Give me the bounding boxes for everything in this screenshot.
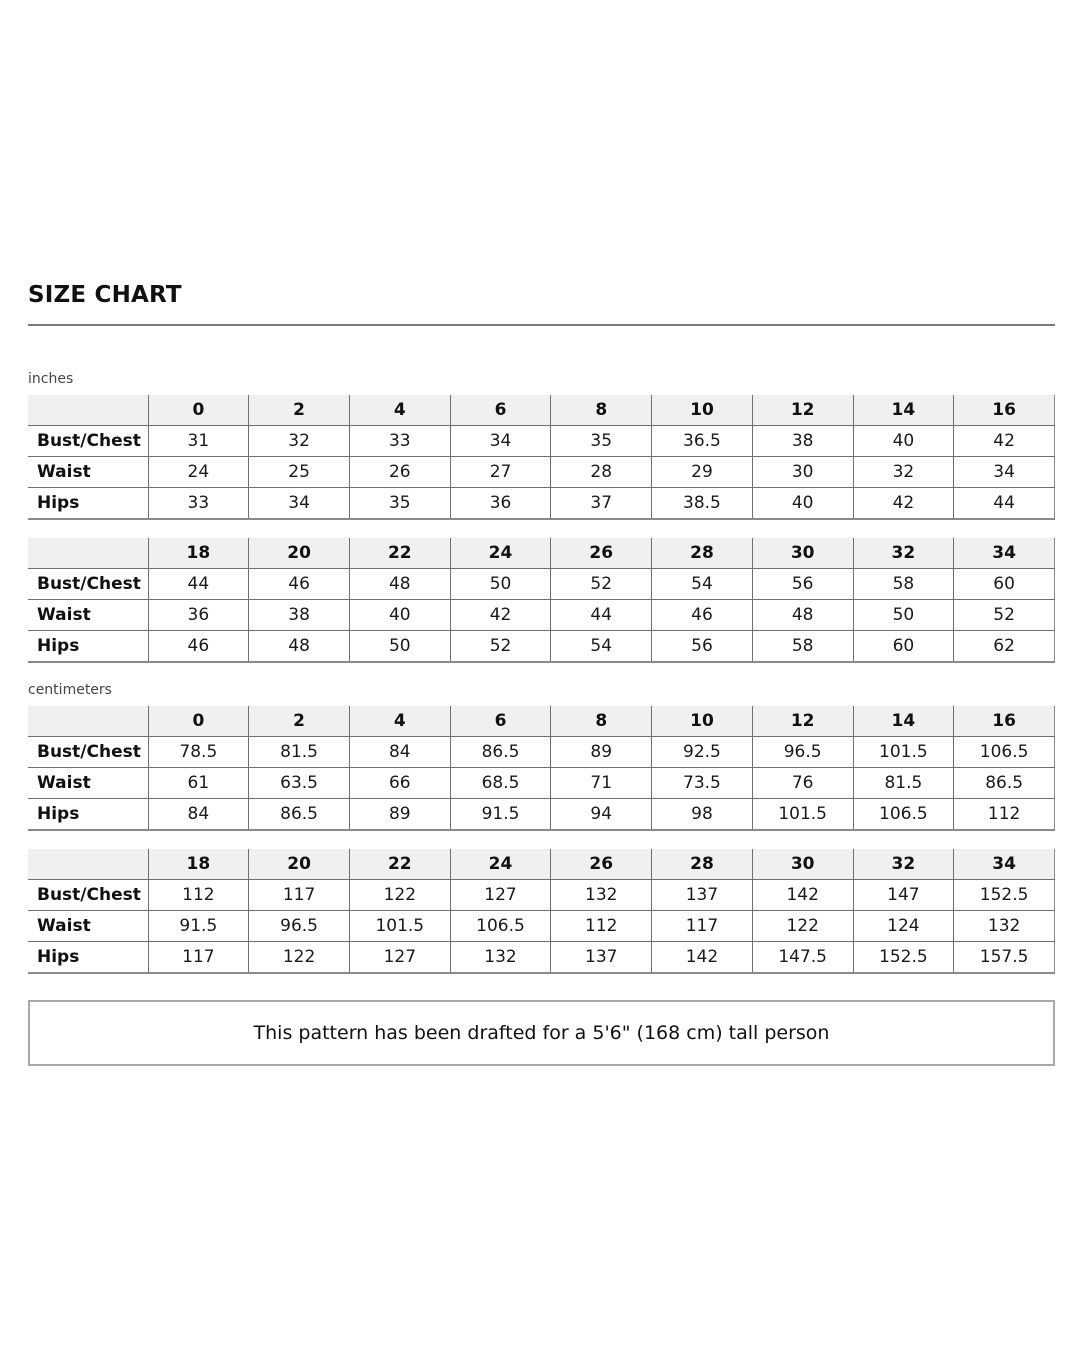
measurement-value: 132 bbox=[954, 911, 1055, 942]
measurement-value: 78.5 bbox=[148, 737, 249, 768]
size-header-cell: 2 bbox=[249, 706, 350, 737]
size-header-cell: 24 bbox=[450, 849, 551, 880]
measurement-value: 98 bbox=[652, 799, 753, 831]
measurement-value: 25 bbox=[249, 457, 350, 488]
measurement-value: 46 bbox=[249, 569, 350, 600]
measurement-value: 137 bbox=[652, 880, 753, 911]
size-header-cell: 0 bbox=[148, 706, 249, 737]
measurement-value: 96.5 bbox=[249, 911, 350, 942]
measurement-value: 38.5 bbox=[652, 488, 753, 520]
measurement-value: 152.5 bbox=[954, 880, 1055, 911]
inches-label: inches bbox=[28, 371, 74, 387]
measurement-value: 68.5 bbox=[450, 768, 551, 799]
measurement-value: 132 bbox=[450, 942, 551, 974]
measurement-value: 89 bbox=[551, 737, 652, 768]
size-header-row bbox=[28, 538, 1055, 569]
size-header-row bbox=[28, 849, 1055, 880]
table-row bbox=[28, 737, 1055, 768]
measurement-value: 48 bbox=[349, 569, 450, 600]
measurement-value: 28 bbox=[551, 457, 652, 488]
measurement-label: Waist bbox=[28, 457, 148, 488]
size-header-cell: 22 bbox=[349, 849, 450, 880]
measurement-value: 52 bbox=[450, 631, 551, 663]
corner-cell bbox=[28, 849, 148, 880]
measurement-value: 142 bbox=[752, 880, 853, 911]
measurement-value: 89 bbox=[349, 799, 450, 831]
measurement-value: 101.5 bbox=[853, 737, 954, 768]
size-header-cell: 2 bbox=[249, 395, 350, 426]
measurement-value: 44 bbox=[148, 569, 249, 600]
size-header-cell: 20 bbox=[249, 538, 350, 569]
title-divider bbox=[28, 324, 1055, 326]
size-header-cell: 8 bbox=[551, 395, 652, 426]
measurement-value: 84 bbox=[148, 799, 249, 831]
table-row bbox=[28, 631, 1055, 663]
measurement-value: 60 bbox=[853, 631, 954, 663]
measurement-value: 137 bbox=[551, 942, 652, 974]
measurement-value: 157.5 bbox=[954, 942, 1055, 974]
measurement-value: 66 bbox=[349, 768, 450, 799]
measurement-value: 35 bbox=[551, 426, 652, 457]
measurement-value: 106.5 bbox=[954, 737, 1055, 768]
measurement-value: 34 bbox=[450, 426, 551, 457]
measurement-value: 54 bbox=[551, 631, 652, 663]
measurement-label: Waist bbox=[28, 768, 148, 799]
size-header-cell: 18 bbox=[148, 849, 249, 880]
measurement-value: 62 bbox=[954, 631, 1055, 663]
measurement-value: 56 bbox=[652, 631, 753, 663]
measurement-value: 127 bbox=[450, 880, 551, 911]
page-title: SIZE CHART bbox=[28, 282, 182, 308]
measurement-value: 33 bbox=[148, 488, 249, 520]
measurement-value: 31 bbox=[148, 426, 249, 457]
table-row bbox=[28, 600, 1055, 631]
measurement-value: 56 bbox=[752, 569, 853, 600]
measurement-label: Hips bbox=[28, 799, 148, 831]
measurement-value: 42 bbox=[954, 426, 1055, 457]
measurement-value: 46 bbox=[148, 631, 249, 663]
size-header-cell: 22 bbox=[349, 538, 450, 569]
table-row bbox=[28, 911, 1055, 942]
measurement-value: 33 bbox=[349, 426, 450, 457]
measurement-value: 46 bbox=[652, 600, 753, 631]
measurement-value: 24 bbox=[148, 457, 249, 488]
size-header-cell: 16 bbox=[954, 706, 1055, 737]
measurement-value: 106.5 bbox=[450, 911, 551, 942]
inches-table-sizes-0-16 bbox=[28, 395, 1055, 520]
measurement-value: 42 bbox=[450, 600, 551, 631]
measurement-label: Hips bbox=[28, 631, 148, 663]
size-header-cell: 16 bbox=[954, 395, 1055, 426]
measurement-value: 26 bbox=[349, 457, 450, 488]
measurement-value: 112 bbox=[551, 911, 652, 942]
measurement-value: 52 bbox=[954, 600, 1055, 631]
corner-cell bbox=[28, 395, 148, 426]
measurement-value: 40 bbox=[853, 426, 954, 457]
measurement-value: 38 bbox=[752, 426, 853, 457]
table-row bbox=[28, 569, 1055, 600]
measurement-value: 42 bbox=[853, 488, 954, 520]
measurement-value: 32 bbox=[853, 457, 954, 488]
measurement-value: 112 bbox=[954, 799, 1055, 831]
size-header-cell: 26 bbox=[551, 538, 652, 569]
measurement-value: 117 bbox=[148, 942, 249, 974]
measurement-value: 30 bbox=[752, 457, 853, 488]
measurement-value: 81.5 bbox=[249, 737, 350, 768]
size-header-cell: 30 bbox=[752, 538, 853, 569]
measurement-value: 48 bbox=[752, 600, 853, 631]
measurement-value: 63.5 bbox=[249, 768, 350, 799]
table-row bbox=[28, 799, 1055, 831]
measurement-value: 132 bbox=[551, 880, 652, 911]
size-header-cell: 18 bbox=[148, 538, 249, 569]
table-row bbox=[28, 426, 1055, 457]
measurement-value: 152.5 bbox=[853, 942, 954, 974]
measurement-value: 40 bbox=[349, 600, 450, 631]
table-row bbox=[28, 880, 1055, 911]
measurement-value: 112 bbox=[148, 880, 249, 911]
measurement-value: 127 bbox=[349, 942, 450, 974]
size-header-cell: 28 bbox=[652, 849, 753, 880]
table-row bbox=[28, 768, 1055, 799]
measurement-value: 58 bbox=[853, 569, 954, 600]
size-header-cell: 20 bbox=[249, 849, 350, 880]
size-header-cell: 32 bbox=[853, 538, 954, 569]
measurement-value: 86.5 bbox=[450, 737, 551, 768]
height-note-text: This pattern has been drafted for a 5'6" (168 cm) tall person bbox=[253, 1022, 830, 1044]
measurement-label: Hips bbox=[28, 942, 148, 974]
measurement-value: 58 bbox=[752, 631, 853, 663]
measurement-value: 106.5 bbox=[853, 799, 954, 831]
measurement-value: 35 bbox=[349, 488, 450, 520]
corner-cell bbox=[28, 706, 148, 737]
measurement-value: 34 bbox=[249, 488, 350, 520]
measurement-value: 147 bbox=[853, 880, 954, 911]
measurement-value: 36 bbox=[450, 488, 551, 520]
measurement-value: 61 bbox=[148, 768, 249, 799]
size-header-cell: 34 bbox=[954, 538, 1055, 569]
measurement-value: 37 bbox=[551, 488, 652, 520]
size-header-cell: 4 bbox=[349, 706, 450, 737]
measurement-value: 44 bbox=[954, 488, 1055, 520]
size-header-cell: 10 bbox=[652, 395, 753, 426]
measurement-value: 101.5 bbox=[752, 799, 853, 831]
size-header-cell: 0 bbox=[148, 395, 249, 426]
measurement-value: 50 bbox=[450, 569, 551, 600]
measurement-value: 101.5 bbox=[349, 911, 450, 942]
measurement-label: Hips bbox=[28, 488, 148, 520]
measurement-value: 60 bbox=[954, 569, 1055, 600]
measurement-value: 38 bbox=[249, 600, 350, 631]
measurement-value: 48 bbox=[249, 631, 350, 663]
size-header-cell: 28 bbox=[652, 538, 753, 569]
measurement-label: Bust/Chest bbox=[28, 426, 148, 457]
size-header-cell: 14 bbox=[853, 706, 954, 737]
inches-table-sizes-18-34 bbox=[28, 538, 1055, 663]
size-header-cell: 4 bbox=[349, 395, 450, 426]
centimeters-label: centimeters bbox=[28, 682, 112, 698]
measurement-value: 91.5 bbox=[450, 799, 551, 831]
size-header-cell: 12 bbox=[752, 395, 853, 426]
measurement-label: Waist bbox=[28, 911, 148, 942]
measurement-value: 76 bbox=[752, 768, 853, 799]
measurement-value: 92.5 bbox=[652, 737, 753, 768]
measurement-value: 122 bbox=[249, 942, 350, 974]
table-row bbox=[28, 942, 1055, 974]
measurement-value: 86.5 bbox=[954, 768, 1055, 799]
size-header-cell: 14 bbox=[853, 395, 954, 426]
measurement-value: 96.5 bbox=[752, 737, 853, 768]
size-header-cell: 24 bbox=[450, 538, 551, 569]
size-header-cell: 6 bbox=[450, 395, 551, 426]
size-header-cell: 6 bbox=[450, 706, 551, 737]
measurement-value: 117 bbox=[652, 911, 753, 942]
size-header-cell: 34 bbox=[954, 849, 1055, 880]
measurement-label: Bust/Chest bbox=[28, 569, 148, 600]
measurement-value: 50 bbox=[349, 631, 450, 663]
size-header-row bbox=[28, 395, 1055, 426]
measurement-label: Waist bbox=[28, 600, 148, 631]
measurement-value: 94 bbox=[551, 799, 652, 831]
measurement-value: 52 bbox=[551, 569, 652, 600]
measurement-value: 124 bbox=[853, 911, 954, 942]
measurement-value: 86.5 bbox=[249, 799, 350, 831]
measurement-value: 44 bbox=[551, 600, 652, 631]
measurement-value: 54 bbox=[652, 569, 753, 600]
size-header-cell: 12 bbox=[752, 706, 853, 737]
table-row bbox=[28, 488, 1055, 520]
measurement-value: 36.5 bbox=[652, 426, 753, 457]
size-header-cell: 30 bbox=[752, 849, 853, 880]
measurement-value: 73.5 bbox=[652, 768, 753, 799]
table-row bbox=[28, 457, 1055, 488]
size-header-cell: 8 bbox=[551, 706, 652, 737]
size-header-row bbox=[28, 706, 1055, 737]
measurement-value: 34 bbox=[954, 457, 1055, 488]
measurement-label: Bust/Chest bbox=[28, 880, 148, 911]
measurement-value: 84 bbox=[349, 737, 450, 768]
measurement-value: 40 bbox=[752, 488, 853, 520]
measurement-value: 32 bbox=[249, 426, 350, 457]
height-note-box bbox=[28, 1000, 1055, 1066]
measurement-label: Bust/Chest bbox=[28, 737, 148, 768]
measurement-value: 122 bbox=[349, 880, 450, 911]
measurement-value: 117 bbox=[249, 880, 350, 911]
measurement-value: 147.5 bbox=[752, 942, 853, 974]
measurement-value: 36 bbox=[148, 600, 249, 631]
measurement-value: 122 bbox=[752, 911, 853, 942]
measurement-value: 27 bbox=[450, 457, 551, 488]
size-header-cell: 26 bbox=[551, 849, 652, 880]
centimeters-table-sizes-0-16 bbox=[28, 706, 1055, 831]
measurement-value: 91.5 bbox=[148, 911, 249, 942]
measurement-value: 29 bbox=[652, 457, 753, 488]
measurement-value: 50 bbox=[853, 600, 954, 631]
size-header-cell: 32 bbox=[853, 849, 954, 880]
centimeters-table-sizes-18-34 bbox=[28, 849, 1055, 974]
measurement-value: 71 bbox=[551, 768, 652, 799]
measurement-value: 81.5 bbox=[853, 768, 954, 799]
corner-cell bbox=[28, 538, 148, 569]
measurement-value: 142 bbox=[652, 942, 753, 974]
size-header-cell: 10 bbox=[652, 706, 753, 737]
